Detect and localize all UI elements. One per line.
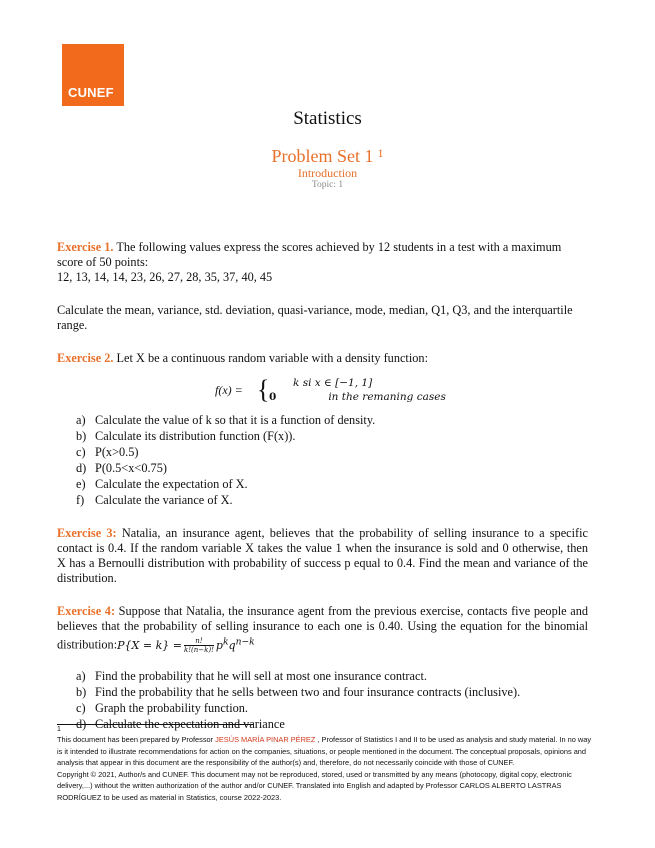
exercise-4 — [57, 604, 588, 654]
list-item-label: f) — [76, 493, 85, 507]
list-item — [57, 412, 588, 428]
list-item-text: Calculate its distribution function (F(x)). — [95, 429, 296, 443]
exercise-1-task: Calculate the mean, variance, std. deviation, quasi-variance, mode, median, Q1, Q3, and the interquartile range. — [57, 303, 573, 332]
formula-case-2-condition: in the remaning cases — [328, 391, 446, 403]
exercise-1-text: The following values express the scores achieved by 12 students in a test with a maximum score of 50 points: — [57, 240, 562, 269]
exercise-3 — [57, 526, 588, 586]
cunef-logo — [62, 44, 124, 106]
list-item-text: Calculate the value of k so that it is a function of density. — [95, 413, 376, 427]
binomial-lhs: P{X = k} = — [117, 638, 182, 652]
list-item-text: Find the probability that he will sell at most one insurance contract. — [95, 669, 427, 684]
list-item — [57, 684, 588, 700]
list-item-text: P(x>0.5) — [95, 445, 139, 459]
binomial-fraction — [184, 637, 214, 654]
exercise-1 — [57, 240, 588, 270]
list-item-label: d) — [76, 461, 87, 475]
problem-set-heading — [0, 146, 655, 167]
exercise-3-text: Natalia, an insurance agent, believes that the probability of selling insurance to a specific contact is 0.4. If the random variable X takes the value 1 when the insurance is sold and 0 otherwise, then X has a Bernoulli distribution with probability of success p equal to 0.4. Find the mean and variance of the distribution. — [57, 526, 588, 585]
list-item-text: Calculate the variance of X. — [95, 493, 233, 507]
exercise-1-values: 12, 13, 14, 14, 23, 26, 27, 28, 35, 37, 40, 45 — [57, 270, 273, 284]
formula-brace: { — [257, 375, 270, 404]
list-item-label: e) — [76, 477, 86, 491]
binomial-p-exponent: k — [222, 636, 229, 647]
list-item-text: Calculate the expectation of X. — [95, 477, 248, 491]
footnote-disclaimer — [57, 734, 597, 769]
list-item-label: a) — [76, 413, 86, 427]
list-item-text: Calculate the expectation and variance — [95, 717, 285, 732]
exercise-3-label: Exercise 3: — [57, 526, 117, 540]
list-item-text: Graph the probability function. — [95, 701, 248, 716]
exercise-4-label: Exercise 4: — [57, 604, 116, 618]
list-item — [57, 444, 588, 460]
list-item-label: b) — [76, 685, 87, 700]
footnote — [57, 724, 597, 804]
binomial-denominator: k!(n−k)! — [183, 646, 214, 655]
exercise-2-items — [57, 412, 588, 508]
exercise-2-label: Exercise 2. — [57, 351, 114, 365]
list-item — [57, 460, 588, 476]
formula-case-1: k si x ∈ [−1, 1] — [293, 377, 373, 389]
exercise-2-text: Let X be a continuous random variable with a density function: — [113, 351, 428, 365]
list-item-label: d) — [76, 717, 87, 732]
footnote-text-end: , Professor of Statistics I and II to be used as analysis and study material. In no way is it intended to illustrate recommendations for action on the companies, situations, or people mentioned in the document. The conceptual proposals, opinions and analysis that appear in this document are the responsibility of the author(s) and, therefore, do not necessarily coincide with those of CUNEF. — [57, 735, 592, 768]
exercise-1-label: Exercise 1. — [57, 240, 114, 254]
section-subtitle: Introduction — [297, 166, 358, 180]
list-item-label: a) — [76, 669, 86, 684]
binomial-p: p — [215, 638, 223, 652]
footnote-reference: 1 — [377, 146, 384, 160]
logo-text: CUNEF — [68, 85, 114, 100]
footnote-author: JESÚS MARÍA PINAR PÉREZ — [215, 735, 316, 744]
density-formula — [57, 376, 588, 406]
list-item-text: Find the probability that he sells between two and four insurance contracts (inclusive). — [95, 685, 521, 700]
list-item — [57, 428, 588, 444]
list-item-label: c) — [76, 445, 86, 459]
list-item-label: c) — [76, 701, 86, 716]
list-item-label: b) — [76, 429, 87, 443]
footnote-copyright: Copyright © 2021, Author/s and CUNEF. This document may not be reproduced, stored, used or transmitted by any means (photocopy, digital copy, electronic delivery,...) without the written authorization of the author and/or CUNEF. Translated into English and adapted by Professor CARLOS ALBERTO LASTRAS RODRÍGUEZ to be used as material in Statistics, course 2022-2023. — [57, 769, 572, 802]
formula-case-2-value: 0 — [269, 391, 277, 403]
footnote-number: 1 — [57, 726, 61, 733]
exercise-4-items — [57, 668, 588, 732]
topic-label: Topic: 1 — [311, 180, 344, 190]
list-item — [57, 492, 588, 508]
binomial-numerator: n! — [184, 637, 214, 646]
list-item-text: P(0.5<x<0.75) — [95, 461, 167, 475]
exercise-4-text: Suppose that Natalia, the insurance agent from the previous exercise, contacts five people and believes that the probability of selling insurance to each one is 0.40. Using the equation for the binomial distribution: — [57, 604, 588, 652]
problem-set-title: Problem Set 1 — [271, 146, 374, 166]
formula-case-2 — [269, 390, 446, 405]
binomial-q: q — [228, 638, 236, 652]
list-item — [57, 668, 588, 684]
binomial-formula — [117, 636, 255, 655]
document-title: Statistics — [293, 108, 362, 129]
exercises-body — [57, 240, 588, 732]
formula-lhs: f(x) = — [215, 383, 243, 397]
binomial-q-exponent: n−k — [235, 636, 255, 647]
footnote-text-start: This document has been prepared by Professor — [57, 735, 216, 744]
list-item — [57, 476, 588, 492]
exercise-2 — [57, 351, 588, 366]
list-item — [57, 700, 588, 716]
